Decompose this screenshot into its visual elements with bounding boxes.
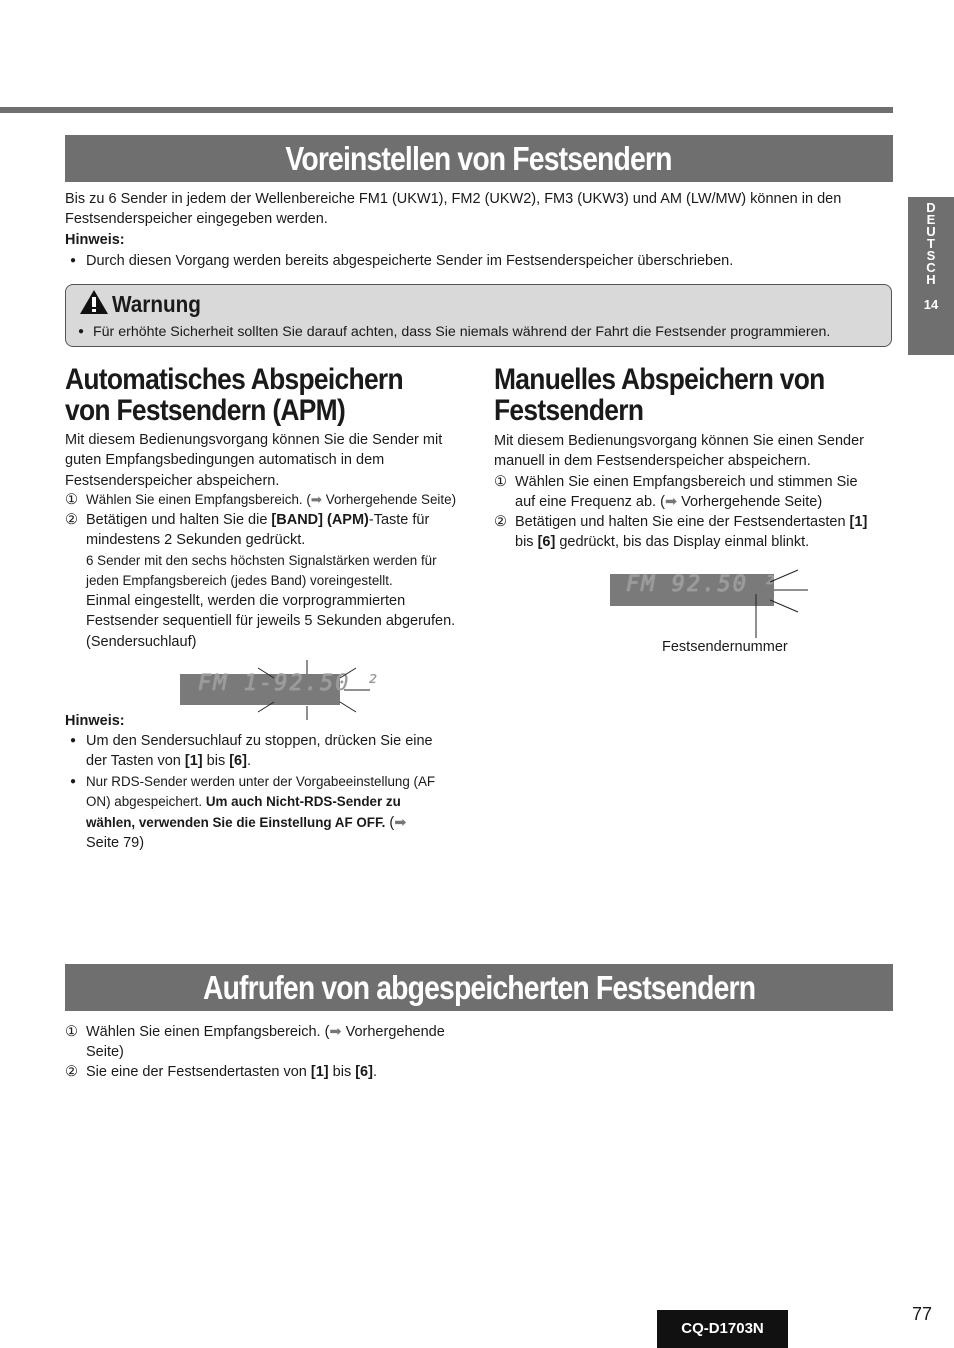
model-badge: CQ-D1703N [657,1310,788,1348]
recall-step1: Wählen Sie einen Empfangsbereich. (➡ Vorhergehende Seite) [86,1024,445,1061]
recall-step2: Sie eine der Festsendertasten von [1] bis [6]. [86,1064,377,1080]
arrow-icon: ➡ [329,1024,342,1040]
manual-step2: Betätigen und halten Sie eine der Festsendertasten [1] bis [6] gedrückt, bis das Display einmal blinkt. [515,514,868,551]
arrow-icon: ➡ [394,814,407,831]
apm-heading: Automatisches Abspeichern von Festsendern (APM) [65,363,403,427]
apm-step1-number: ① [65,492,78,508]
intro-note-title: Hinweis: [65,231,125,248]
manual-heading: Manuelles Abspeichern von Festsendern [494,363,825,427]
apm-lcd-text: FM 1-92.50 ² [198,671,381,696]
intro-note-bullet: ● Durch diesen Vorgang werden bereits abgespeicherte Sender im Festsenderspeicher überschrieben. [86,251,733,271]
manual-step2-number: ② [494,514,507,530]
manual-step1-number: ① [494,474,507,490]
warning-title: Warnung [112,291,201,317]
language-tab [908,197,954,355]
apm-step2-number: ② [65,512,78,528]
apm-step1: Wählen Sie einen Empfangsbereich. (➡ Vorhergehende Seite) [86,492,457,507]
manual-step1: Wählen Sie einen Empfangsbereich und stimmen Sie auf eine Frequenz ab. (➡ Vorhergehende Seite) [515,474,858,511]
apm-note1: ● Um den Sendersuchlauf zu stoppen, drücken Sie eine der Tasten von [1] bis [6]. [86,731,433,772]
intro-text: Bis zu 6 Sender in jedem der Wellenbereiche FM1 (UKW1), FM2 (UKW2), FM3 (UKW3) und AM (LW/MW) können in den Festsenderspeicher eingegeben werden. Hinweis: [65,189,895,250]
manual-blink-lines [740,566,812,638]
language-tab-letters: DEUTSCH [926,200,936,287]
arrow-icon: ➡ [310,492,323,507]
manual-intro: Mit diesem Bedienungsvorgang können Sie einen Sender manuell in dem Festsenderspeicher abspeichern. [494,433,864,470]
language-tab-number: 14 [923,297,939,312]
apm-blink-lines [250,660,375,720]
recall-step2-number: ② [65,1064,78,1080]
apm-intro: Mit diesem Bedienungsvorgang können Sie die Sender mit guten Empfangsbedingungen automatisch in dem Festsenderspeicher abspeichern. [65,432,443,489]
warning-icon [79,289,109,315]
warning-box [65,284,892,347]
warning-text: ● Für erhöhte Sicherheit sollten Sie darauf achten, dass Sie niemals während der Fahrt die Festsender programmieren. [93,323,830,341]
top-rule [0,107,893,113]
apm-note2: ● Nur RDS-Sender werden unter der Vorgabeeinstellung (AF ON) abgespeichert. Um auch Nicht-RDS-Sender zu wählen, verwenden Sie die Einstellung AF OFF. (➡ Seite 79) [86,772,435,853]
section-banner-recall: Aufrufen von abgespeicherten Festsendern [65,964,893,1011]
apm-step2: Betätigen und halten Sie die [BAND] (APM)-Taste für mindestens 2 Sekunden gedrückt. 6 Sender mit den sechs höchsten Signalstärken werden für jeden Empfangsbereich (jedes Band) voreingestellt. Einmal eingestellt, werden die vorprogrammierten Festsender sequentiell für jeweils 5 Sekunden abgerufen. (Sendersuchlauf) [86,512,456,650]
section-banner-presets: Voreinstellen von Festsendern [65,135,893,182]
recall-step1-number: ① [65,1024,78,1040]
manual-lcd-text: FM 92.50 ² [626,572,779,597]
arrow-icon: ➡ [664,494,678,511]
apm-note-title: Hinweis: [65,713,125,729]
manual-caption: Festsendernummer [662,639,788,655]
page-number: 77 [912,1304,933,1324]
